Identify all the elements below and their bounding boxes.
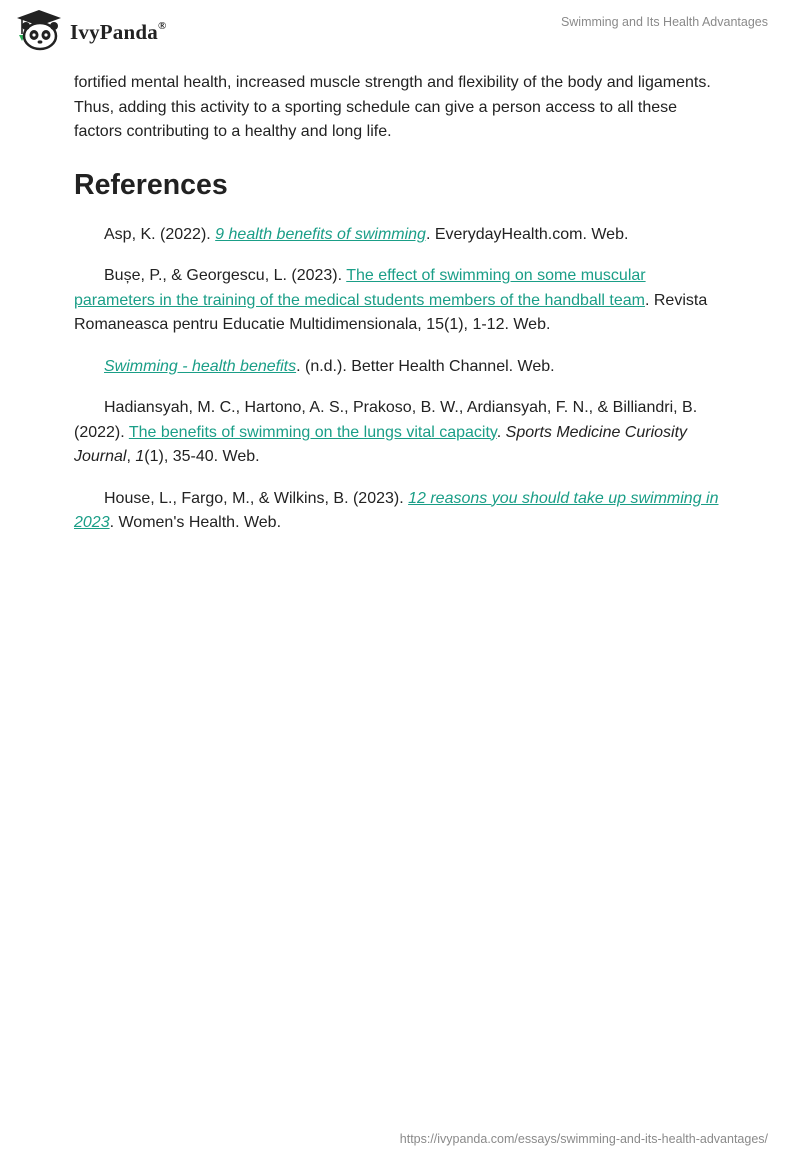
intro-paragraph: fortified mental health, increased muscle strength and flexibility of the body and ligaments. Thus, adding this activity to a sporting schedule can give a person access to all these factors contributing to a healthy and long life.: [74, 74, 711, 140]
reference-entry: Asp, K. (2022). 9 health benefits of swimming. EverydayHealth.com. Web.: [104, 225, 629, 243]
reference-link[interactable]: The effect of swimming on some muscular parameters in the training of the medical students members of the handball team: [74, 267, 646, 309]
reference-link[interactable]: 9 health benefits of swimming: [215, 225, 426, 243]
reference-entry: House, L., Fargo, M., & Wilkins, B. (2023). 12 reasons you should take up swimming in 2023. Women's Health. Web.: [74, 489, 719, 531]
reference-link[interactable]: The benefits of swimming on the lungs vital capacity: [128, 423, 497, 441]
brand-logo[interactable]: [14, 8, 166, 52]
reference-entry: Swimming - health benefits. (n.d.). Better Health Channel. Web.: [104, 357, 555, 375]
panda-graduate-icon: [14, 8, 64, 52]
document-body: [74, 71, 726, 553]
reference-entry: Bușe, P., & Georgescu, L. (2023). The effect of swimming on some muscular parameters in the training of the medical students members of the handball team. Revista Romaneasca pentru Educatie Multidimensionala, 15(1), 1-12. Web.: [74, 267, 708, 333]
reference-link[interactable]: Swimming - health benefits: [104, 357, 297, 375]
reference-entry: Hadiansyah, M. C., Hartono, A. S., Prakoso, B. W., Ardiansyah, F. N., & Billiandri, B. (2022). The benefits of swimming on the lungs vital capacity. Sports Medicine Curiosity Journal, 1(1), 35-40. Web.: [74, 399, 698, 465]
journal-name: Sports Medicine Curiosity Journal: [74, 423, 688, 465]
document-title: Swimming and Its Health Advantages: [560, 15, 768, 29]
journal-volume: 1: [135, 448, 145, 465]
footer-url: https://ivypanda.com/essays/swimming-and-its-health-advantages/: [399, 1132, 768, 1146]
reference-link[interactable]: 12 reasons you should take up swimming in 2023: [74, 489, 719, 531]
references-heading: References: [74, 168, 228, 201]
brand-wordmark: IvyPanda®: [70, 19, 167, 44]
